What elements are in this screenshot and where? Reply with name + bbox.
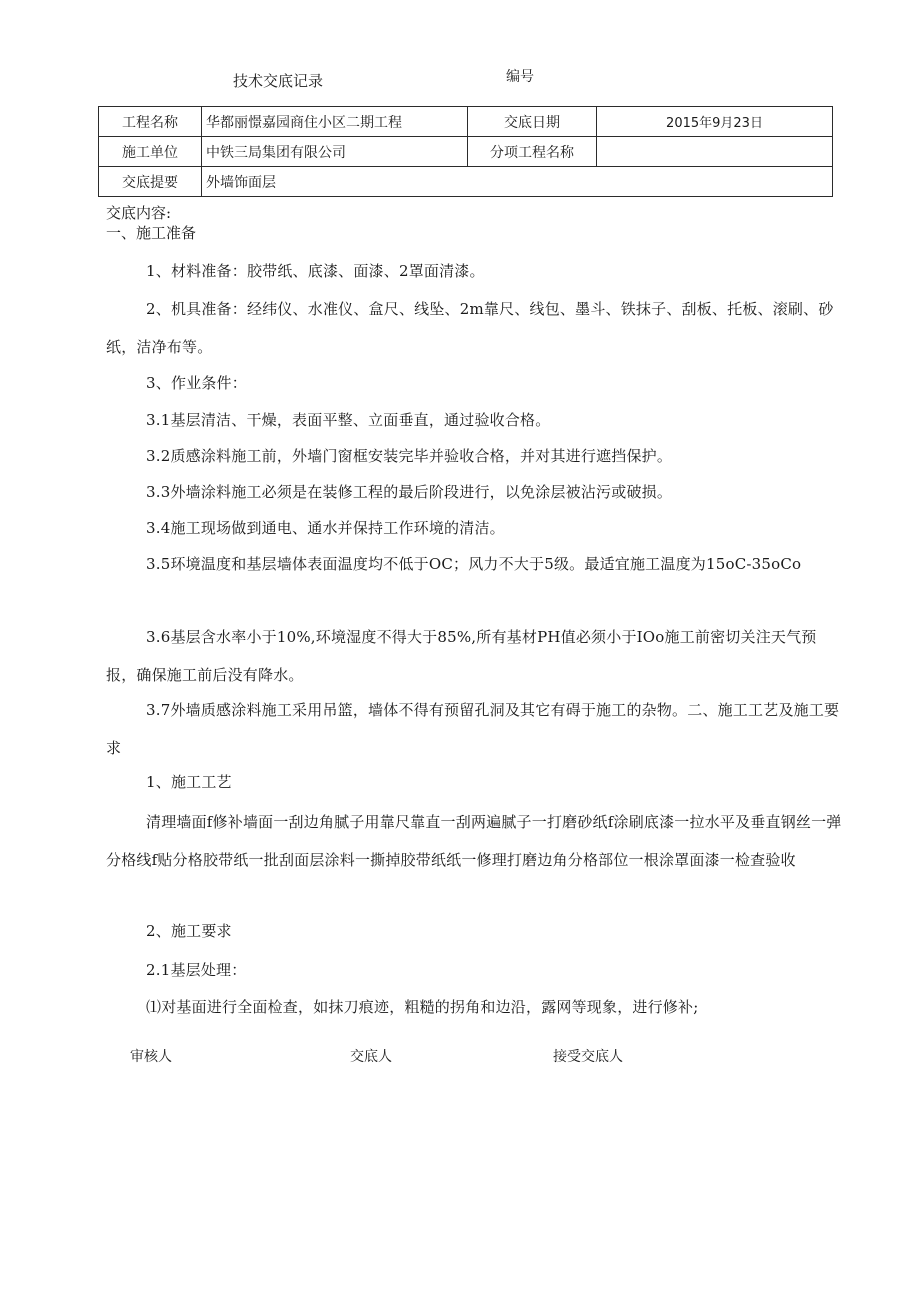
reviewer-signature-label: 审核人 — [130, 1049, 172, 1065]
date-label: 交底日期 — [468, 107, 597, 137]
paragraph: 1、施工工艺 — [146, 773, 232, 791]
paragraph: 3.4施工现场做到通电、通水并保持工作环境的清洁。 — [146, 519, 505, 537]
paragraph: ⑴对基面进行全面检查，如抹刀痕迹，粗糙的拐角和边沿，露网等现象，进行修补; — [146, 998, 699, 1016]
paragraph: 2、机具准备：经纬仪、水准仪、盒尺、线坠、2m靠尺、线包、墨斗、铁抹子、刮板、托板、滚刷、砂纸，洁净布等。 — [106, 300, 834, 356]
paragraph: 2.1基层处理： — [146, 961, 247, 979]
project-name-value: 华都丽憬嘉园商住小区二期工程 — [202, 107, 468, 137]
receiver-signature-label: 接受交底人 — [553, 1049, 623, 1065]
unit-label: 施工单位 — [99, 137, 202, 167]
document-title: 技术交底记录 — [233, 72, 324, 90]
document-number-label: 编号 — [506, 69, 534, 85]
paragraph: 清理墙面f修补墙面一刮边角腻子用靠尺靠直一刮两遍腻子一打磨砂纸f涂刷底漆一拉水平及垂直钢丝一弹分格线f贴分格胶带纸一批刮面层涂料一撕掉胶带纸纸一修理打磨边角分格部位一根涂罩面漆一检查验收 — [106, 813, 842, 869]
content-label: 交底内容: — [106, 204, 172, 222]
table-row — [99, 107, 833, 137]
presenter-signature-label: 交底人 — [350, 1049, 392, 1065]
paragraph: 3、作业条件： — [146, 374, 247, 392]
paragraph: 3.7外墙质感涂料施工采用吊篮，墙体不得有预留孔洞及其它有碍于施工的杂物。二、施工工艺及施工要求 — [106, 701, 840, 757]
paragraph: 3.6基层含水率小于10%,环境湿度不得大于85%,所有基材PH值必须小于IOo施工前密切关注天气预报，确保施工前后没有降水。 — [106, 628, 817, 684]
unit-value: 中铁三局集团有限公司 — [202, 137, 468, 167]
summary-value: 外墙饰面层 — [202, 167, 833, 197]
sub-project-value — [597, 137, 833, 167]
project-name-label: 工程名称 — [99, 107, 202, 137]
info-table — [98, 106, 833, 197]
summary-label: 交底提要 — [99, 167, 202, 197]
sub-project-label: 分项工程名称 — [468, 137, 597, 167]
section-heading: 一、施工准备 — [106, 224, 197, 242]
paragraph: 3.5环境温度和基层墙体表面温度均不低于OC；风力不大于5级。最适宜施工温度为15oC-35oCo — [146, 555, 802, 573]
paragraph: 3.1基层清洁、干燥，表面平整、立面垂直，通过验收合格。 — [146, 411, 551, 429]
table-row — [99, 167, 833, 197]
paragraph: 3.3外墙涂料施工必须是在装修工程的最后阶段进行，以免涂层被沾污或破损。 — [146, 483, 673, 501]
date-value: 2015年9月23日 — [597, 107, 833, 137]
paragraph: 3.2质感涂料施工前，外墙门窗框安装完毕并验收合格，并对其进行遮挡保护。 — [146, 447, 673, 465]
paragraph: 1、材料准备：胶带纸、底漆、面漆、2罩面清漆。 — [146, 262, 485, 280]
paragraph: 2、施工要求 — [146, 922, 232, 940]
table-row — [99, 137, 833, 167]
